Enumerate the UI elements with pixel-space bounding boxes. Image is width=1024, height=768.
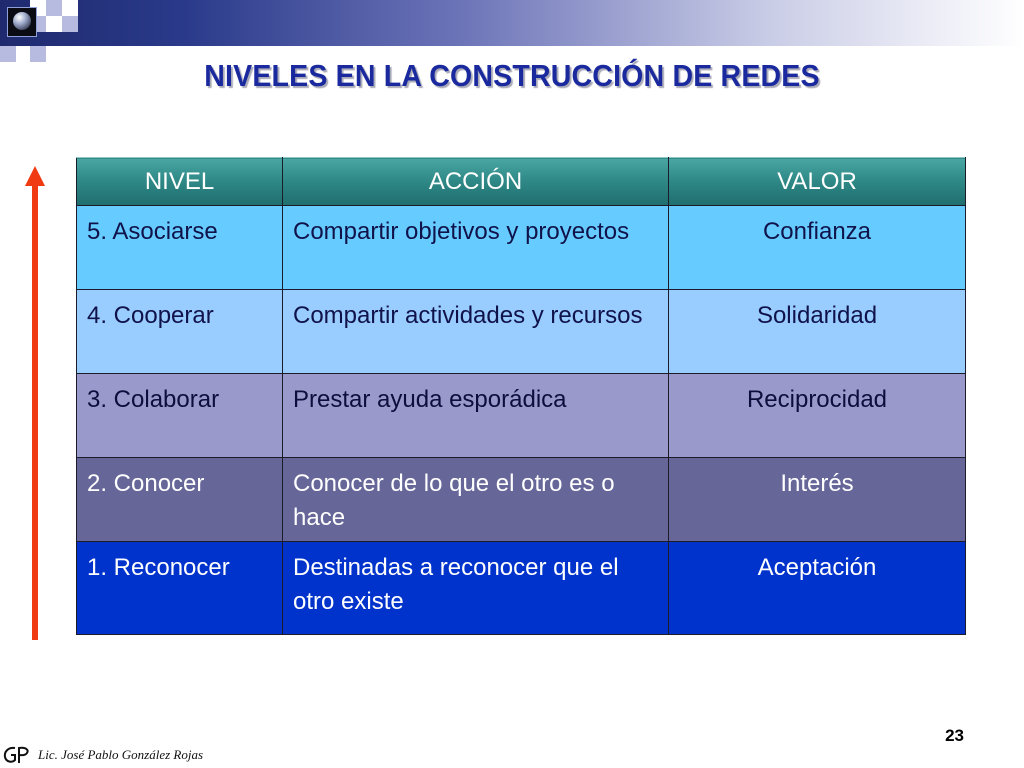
author-name: Lic. José Pablo González Rojas bbox=[38, 747, 204, 762]
header-band bbox=[0, 0, 1024, 46]
cell-valor: Aceptación bbox=[669, 542, 966, 635]
orb-logo-icon bbox=[7, 7, 37, 37]
levels-table bbox=[76, 157, 966, 635]
cell-nivel: 4. Cooperar bbox=[77, 290, 283, 374]
decor-square bbox=[62, 16, 78, 32]
decor-square bbox=[46, 16, 62, 32]
decor-square bbox=[46, 0, 62, 16]
page-title: NIVELES EN LA CONSTRUCCIÓN DE REDES bbox=[204, 58, 820, 93]
gp-monogram-icon bbox=[2, 744, 32, 766]
cell-nivel: 2. Conocer bbox=[77, 458, 283, 542]
header-valor: VALOR bbox=[669, 158, 966, 206]
cell-accion: Conocer de lo que el otro es o hace bbox=[283, 458, 669, 542]
table-row bbox=[77, 374, 966, 458]
cell-valor: Confianza bbox=[669, 206, 966, 290]
table-row bbox=[77, 206, 966, 290]
table-header-row bbox=[77, 158, 966, 206]
cell-accion: Destinadas a reconocer que el otro existe bbox=[283, 542, 669, 635]
table-row bbox=[77, 542, 966, 635]
table-row bbox=[77, 290, 966, 374]
cell-accion: Prestar ayuda esporádica bbox=[283, 374, 669, 458]
cell-nivel: 3. Colaborar bbox=[77, 374, 283, 458]
decor-square bbox=[0, 46, 16, 62]
cell-valor: Solidaridad bbox=[669, 290, 966, 374]
cell-accion: Compartir actividades y recursos bbox=[283, 290, 669, 374]
header-accion: ACCIÓN bbox=[283, 158, 669, 206]
table-row bbox=[77, 458, 966, 542]
decor-square bbox=[62, 0, 78, 16]
cell-nivel: 5. Asociarse bbox=[77, 206, 283, 290]
up-arrow-shaft bbox=[32, 182, 38, 640]
author-signature bbox=[2, 744, 203, 766]
header-nivel: NIVEL bbox=[77, 158, 283, 206]
cell-nivel: 1. Reconocer bbox=[77, 542, 283, 635]
cell-accion: Compartir objetivos y proyectos bbox=[283, 206, 669, 290]
page-number: 23 bbox=[945, 726, 964, 745]
cell-valor: Interés bbox=[669, 458, 966, 542]
cell-valor: Reciprocidad bbox=[669, 374, 966, 458]
